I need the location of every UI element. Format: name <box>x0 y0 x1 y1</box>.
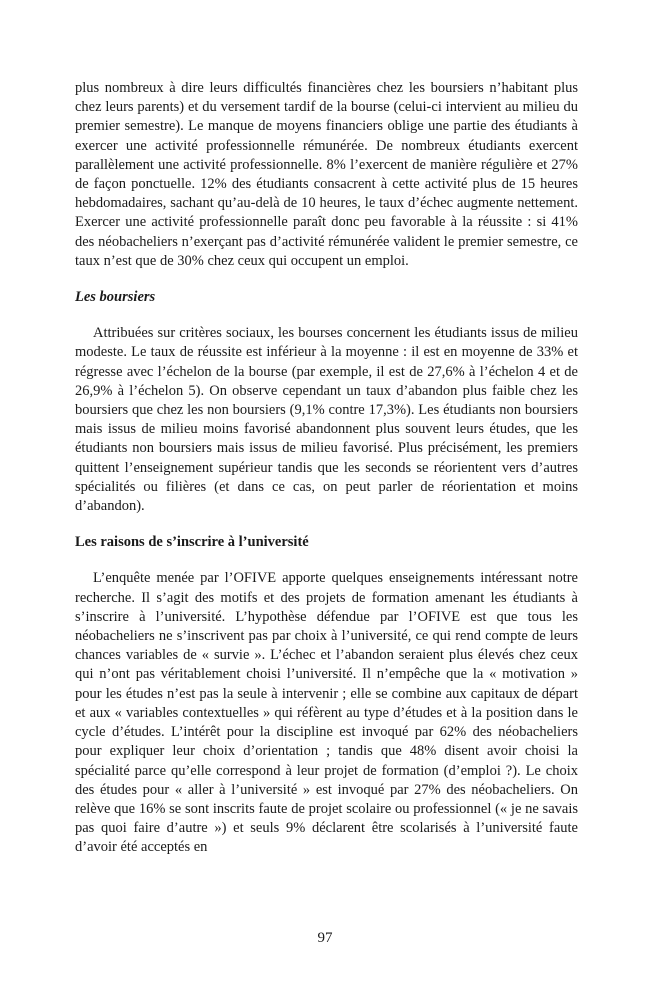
paragraph-intro: plus nombreux à dire leurs difficultés financières chez les boursiers n’habitant plus chez leurs parents) et du versement tardif de la bourse (celui-ci intervient au milieu du premier semestre). Le manque de moyens financiers oblige une partie des étudiants à exercer une activité professionnelle rémunérée. De nombreux étudiants exercent parallèlement une activité professionnelle. 8% l’exercent de manière régulière et 27% de façon ponctuelle. 12% des étudiants consacrent à cette activité plus de 15 heures hebdomadaires, sachant qu’au-delà de 10 heures, le taux d’échec augmente nettement. Exercer une activité professionnelle paraît donc peu favorable à la réussite : si 41% des néobacheliers n’exerçant pas d’activité rémunérée valident le premier semestre, ce taux n’est que de 30% chez ceux qui occupent un emploi. <box>75 80 578 269</box>
section-heading-boursiers: Les boursiers <box>75 289 156 306</box>
section-heading-raisons: Les raisons de s’inscrire à l’université <box>75 534 309 551</box>
paragraph-raisons: L’enquête menée par l’OFIVE apporte quelques enseignements intéressant notre recherche. Il s’agit des motifs et des projets de formation amenant les étudiants à s’inscrire à l’université. L’hypothèse défendue par l’OFIVE est que tous les néobacheliers ne s’inscrivent pas par choix à l’université, ce qui rend compte de leurs chances variables de « survie ». L’échec et l’abandon seraient plus élevés chez ceux qui n’ont pas véritablement choisi l’université. Il n’empêche que la « motivation » pour les études n’est pas la seule à intervenir ; elle se combine aux capitaux de départ et aux « variables contextuelles » qui réfèrent au type d’études et à la position dans le cycle d’études. L’intérêt pour la discipline est invoqué par 62% des néobacheliers pour expliquer leur choix d’orientation ; tandis que 48% disent avoir choisi la spécialité parce qu’elle correspond à leur projet de formation (d’emploi ?). Le choix des études pour « aller à l’université » est invoqué par 27% des néobacheliers. On relève que 16% se sont inscrits faute de projet scolaire ou professionnel (« je ne savais pas quoi faire d’autre ») et seuls 9% déclarent être scolarisés à l’université faute d’avoir été acceptés en <box>75 570 578 856</box>
page-body <box>75 79 578 858</box>
paragraph-boursiers: Attribuées sur critères sociaux, les bourses concernent les étudiants issus de milieu modeste. Le taux de réussite est inférieur à la moyenne : il est en moyenne de 33% et régresse avec l’échelon de la bourse (par exemple, il est de 27,6% à l’échelon 4 et de 26,9% à l’échelon 5). On observe cependant un taux d’abandon plus faible chez les boursiers que chez les non boursiers (9,1% contre 17,3%). Les étudiants non boursiers mais issus de milieu moins favorisé abandonnent plus souvent leurs études, que les étudiants non boursiers mais issus de milieu favorisé. Plus précisément, les premiers quittent l’enseignement supérieur tandis que les seconds se réorientent vers d’autres spécialités ou filières (et dans ce cas, on peut parler de réorientation et moins d’abandon). <box>75 325 578 515</box>
page-number: 97 <box>317 930 333 946</box>
